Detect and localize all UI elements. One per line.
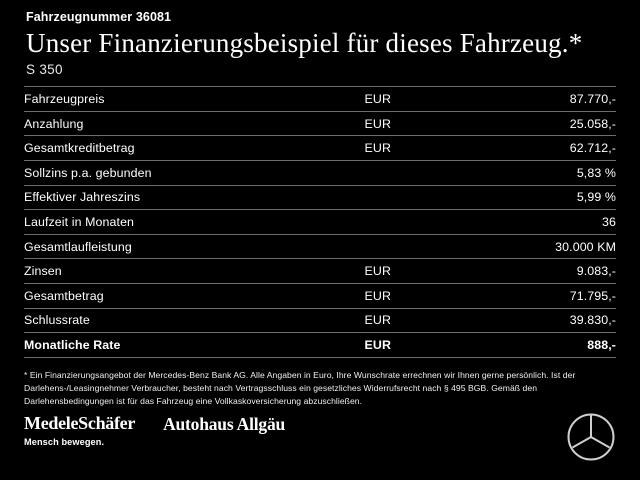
- row-value: 5,99 %: [391, 185, 616, 210]
- row-value: 5,83 %: [391, 161, 616, 186]
- page-title: Unser Finanzierungsbeispiel für dieses Fahrzeug.*: [26, 28, 583, 58]
- row-currency: [319, 234, 391, 259]
- row-currency: [319, 185, 391, 210]
- footnote-text: * Ein Finanzierungsangebot der Mercedes-Benz Bank AG. Alle Angaben in Euro, Ihre Wunschrate errechnen wir Ihnen gerne persönlich. Ist der Darlehens-/Leasingnehmer Verbraucher, besteht nach Vertragsschluss ein gesetzliches Widerrufsrecht nach § 495 BGB. Gemäß den Darlehensbedingungen ist für das Fahrzeug eine Vollkaskoversicherung abzuschließen.: [24, 369, 576, 407]
- dealer-primary-block: [24, 414, 135, 447]
- row-currency: EUR: [319, 283, 391, 308]
- vehicle-number: Fahrzeugnummer 36081: [26, 10, 172, 24]
- finance-table: [24, 86, 616, 358]
- row-currency: [319, 210, 391, 235]
- row-label: Gesamtlaufleistung: [24, 234, 319, 259]
- vehicle-model: S 350: [26, 62, 63, 78]
- table-row: [24, 136, 616, 161]
- dealer-primary-tagline: Mensch bewegen.: [24, 436, 105, 447]
- row-label: Gesamtkreditbetrag: [24, 136, 319, 161]
- row-label: Effektiver Jahreszins: [24, 185, 319, 210]
- table-row: [24, 185, 616, 210]
- table-row: [24, 161, 616, 186]
- row-label: Monatliche Rate: [24, 333, 319, 358]
- row-value: 62.712,-: [391, 136, 616, 161]
- row-value: 888,-: [391, 333, 616, 358]
- row-value: 30.000 KM: [391, 234, 616, 259]
- row-currency: EUR: [319, 87, 391, 112]
- row-value: 36: [391, 210, 616, 235]
- table-row: [24, 283, 616, 308]
- bottom-bar: [0, 470, 640, 480]
- table-row-monthly-rate: [24, 333, 616, 358]
- row-value: 9.083,-: [391, 259, 616, 284]
- table-row: [24, 111, 616, 136]
- table-row: [24, 210, 616, 235]
- row-currency: EUR: [319, 111, 391, 136]
- dealer-logos: [24, 414, 285, 447]
- row-currency: EUR: [319, 136, 391, 161]
- row-label: Zinsen: [24, 259, 319, 284]
- row-value: 71.795,-: [391, 283, 616, 308]
- table-row: [24, 234, 616, 259]
- row-label: Laufzeit in Monaten: [24, 210, 319, 235]
- row-label: Sollzins p.a. gebunden: [24, 161, 319, 186]
- row-value: 87.770,-: [391, 87, 616, 112]
- table-row: [24, 87, 616, 112]
- row-value: 39.830,-: [391, 308, 616, 333]
- dealer-secondary-name: Autohaus Allgäu: [163, 414, 286, 434]
- footer: [24, 414, 616, 462]
- row-currency: EUR: [319, 308, 391, 333]
- row-currency: EUR: [319, 333, 391, 358]
- table-row: [24, 308, 616, 333]
- dealer-primary-name: MedeleSchäfer: [24, 413, 136, 433]
- row-label: Fahrzeugpreis: [24, 87, 319, 112]
- row-label: Gesamtbetrag: [24, 283, 319, 308]
- mercedes-star-icon: [566, 412, 616, 462]
- table-row: [24, 259, 616, 284]
- row-label: Schlussrate: [24, 308, 319, 333]
- row-value: 25.058,-: [391, 111, 616, 136]
- row-currency: [319, 161, 391, 186]
- row-label: Anzahlung: [24, 111, 319, 136]
- finance-table-body: [24, 87, 616, 358]
- row-currency: EUR: [319, 259, 391, 284]
